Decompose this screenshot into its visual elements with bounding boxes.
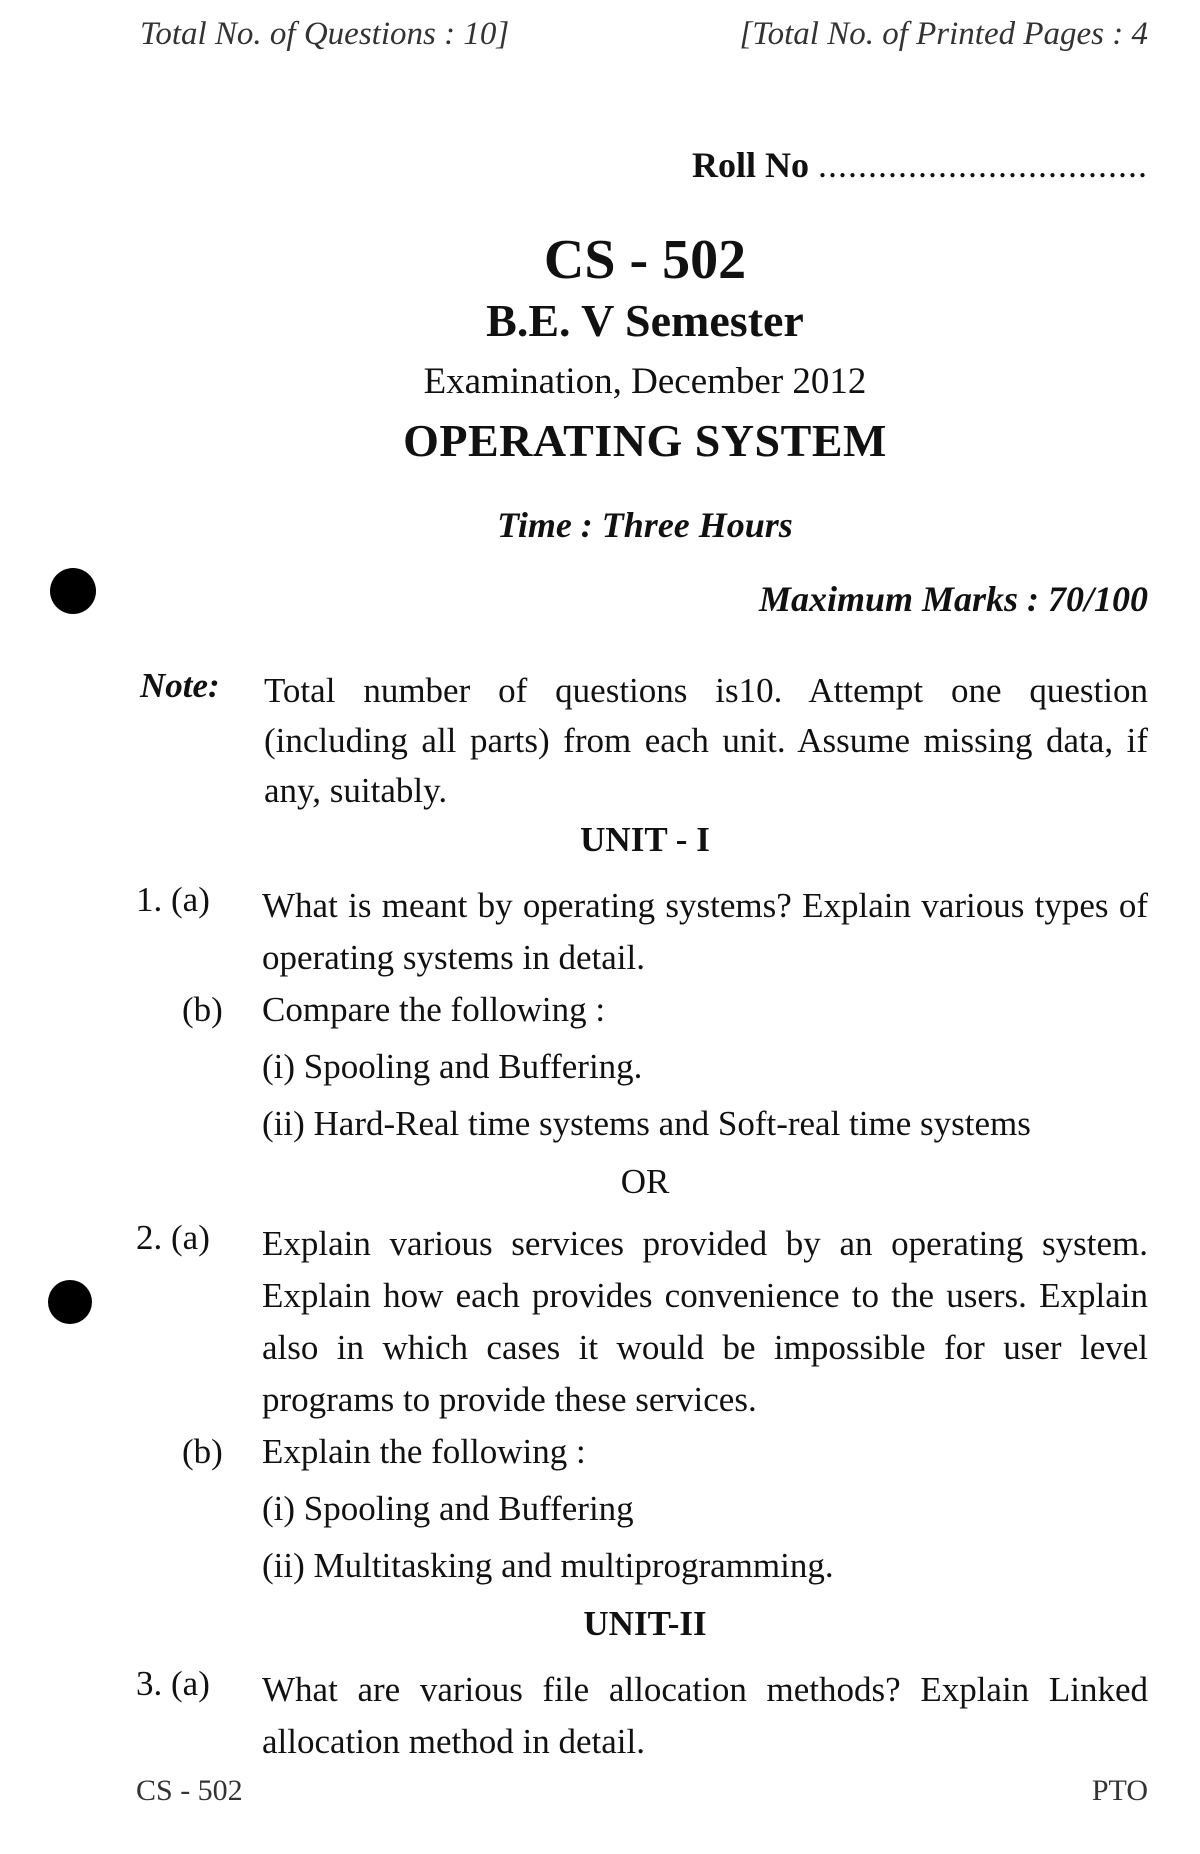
question-3a-text: What are various file allocation methods? Explain Linked allocation method in detail. (262, 1670, 1148, 1761)
unit-1-heading: UNIT - I (580, 820, 710, 859)
note-label: Note: (140, 666, 220, 705)
punch-hole-mark (48, 1280, 92, 1324)
maximum-marks: Maximum Marks : 70/100 (758, 579, 1148, 619)
question-2b-item-ii: (ii) Multitasking and multiprogramming. (262, 1546, 834, 1585)
question-1b-item-ii: (ii) Hard-Real time systems and Soft-real time systems (262, 1104, 1031, 1143)
total-questions-header: Total No. of Questions : 10] (140, 16, 510, 52)
total-pages-header: [Total No. of Printed Pages : 4 (739, 16, 1148, 52)
question-1b-number: (b) (182, 990, 223, 1029)
question-1b-text: Compare the following : (262, 990, 606, 1029)
question-2a-number: 2. (a) (136, 1218, 210, 1257)
unit-2-heading: UNIT-II (583, 1604, 707, 1643)
note-text: Total number of questions is10. Attempt one question (including all parts) from each unit. Assume missing data, if any, suitably. (264, 671, 1148, 810)
time-allowed: Time : Three Hours (497, 505, 793, 545)
course-code: CS - 502 (543, 229, 747, 291)
question-2b-text: Explain the following : (262, 1432, 586, 1471)
punch-hole-mark (50, 568, 96, 614)
footer-pto: PTO (1091, 1774, 1148, 1807)
question-1b-item-i: (i) Spooling and Buffering. (262, 1047, 643, 1086)
question-1a-text: What is meant by operating systems? Explain various types of operating systems in detail. (262, 886, 1148, 977)
question-2b-item-i: (i) Spooling and Buffering (262, 1489, 634, 1528)
question-2a-text: Explain various services provided by an operating system. Explain how each provides convenience to the users. Explain also in which cases it would be impossible for user level programs to provide these services. (262, 1224, 1148, 1419)
roll-number-label: Roll No (692, 145, 809, 185)
question-2b-number: (b) (182, 1432, 223, 1471)
roll-number-field (692, 144, 1148, 186)
roll-number-dots: ................................. (818, 145, 1148, 185)
question-1a-number: 1. (a) (136, 880, 210, 919)
exam-session: Examination, December 2012 (423, 361, 867, 402)
footer-course-code: CS - 502 (136, 1774, 243, 1807)
semester-title: B.E. V Semester (486, 295, 804, 346)
subject-title: OPERATING SYSTEM (403, 415, 887, 466)
question-3a-number: 3. (a) (136, 1664, 210, 1703)
or-divider: OR (620, 1162, 670, 1201)
